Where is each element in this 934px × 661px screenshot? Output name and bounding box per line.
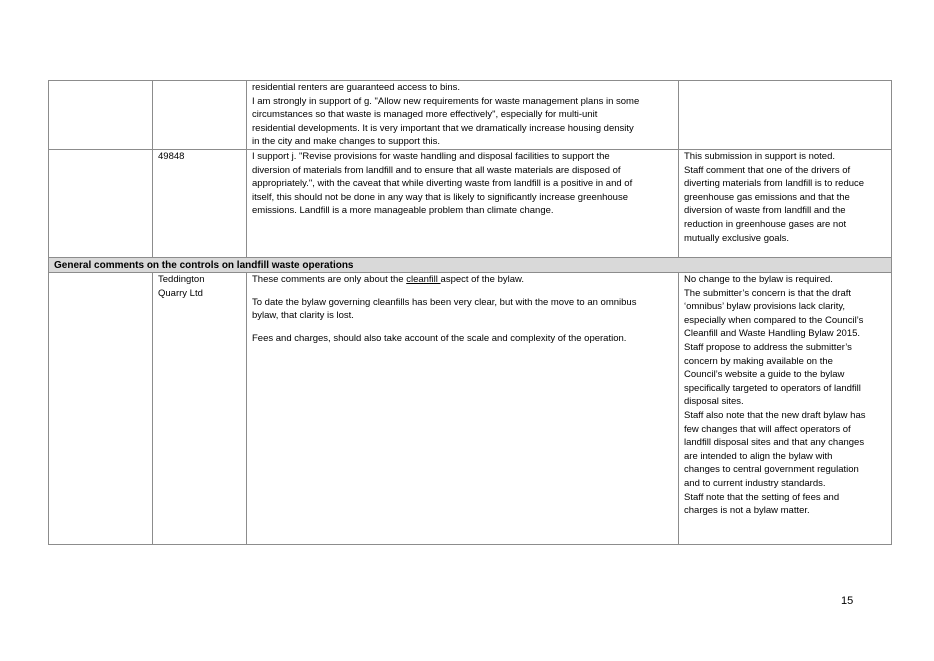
submission-cell <box>247 150 679 258</box>
response-line: landfill disposal sites and that any changes <box>684 437 865 449</box>
response-line: Cleanfill and Waste Handling Bylaw 2015. <box>684 328 861 340</box>
text-line: To date the bylaw governing cleanfills has been very clear, but with the move to an omnibus <box>252 296 637 308</box>
submission-paragraph: Fees and charges, should also take account of the scale and complexity of the operation. <box>252 332 627 344</box>
response-line: are intended to align the bylaw with <box>684 450 833 462</box>
text-line: bylaw, that clarity is lost. <box>252 310 354 322</box>
text-line: I support j. "Revise provisions for waste handling and disposal facilities to support the <box>252 151 610 162</box>
submission-paragraph <box>252 273 673 287</box>
section-heading: General comments on the controls on landfill waste operations <box>49 258 892 273</box>
response-line: specifically targeted to operators of landfill <box>684 382 861 394</box>
submitter-cell <box>153 273 247 545</box>
response-line: Staff comment that one of the drivers of <box>684 164 851 176</box>
text-line: diversion of materials from landfill and to ensure that all waste materials are disposed of <box>252 164 621 176</box>
response-line: The submitter’s concern is that the draft <box>684 287 852 299</box>
submission-cell <box>247 273 679 545</box>
submitter-name-line: Quarry Ltd <box>158 287 203 299</box>
topic-cell <box>49 273 153 545</box>
text-line: emissions. Landfill is a more manageable problem than climate change. <box>252 205 554 217</box>
response-line: diverting materials from landfill is to reduce <box>684 178 865 190</box>
underlined-term: cleanfill <box>406 274 441 285</box>
text-line: in the city and make changes to support this. <box>252 136 440 148</box>
text-line: itself, this should not be done in any way that is likely to significantly increase greenhouse <box>252 191 628 203</box>
submitter-name-line: Teddington <box>158 274 205 285</box>
response-line: Staff note that the setting of fees and <box>684 491 840 503</box>
table-row <box>49 150 892 258</box>
text-line: I am strongly in support of g. "Allow new requirements for waste management plans in some <box>252 95 640 107</box>
submission-cell <box>247 81 679 150</box>
response-line: disposal sites. <box>684 396 744 408</box>
topic-cell <box>49 150 153 258</box>
table-row <box>49 81 892 150</box>
section-header-row <box>49 258 892 273</box>
response-line: reduction in greenhouse gases are not <box>684 218 847 230</box>
topic-cell <box>49 81 153 150</box>
text-line: residential renters are guaranteed access to bins. <box>252 82 461 93</box>
response-line: diversion of waste from landfill and the <box>684 205 846 217</box>
response-line: greenhouse gas emissions and that the <box>684 191 850 203</box>
table-row <box>49 273 892 545</box>
response-line: No change to the bylaw is required. <box>684 274 833 285</box>
response-line: concern by making available on the <box>684 355 833 367</box>
response-line: This submission in support is noted. <box>684 151 836 162</box>
response-line: mutually exclusive goals. <box>684 232 790 244</box>
response-line: charges is not a bylaw matter. <box>684 505 810 517</box>
response-cell <box>679 273 892 545</box>
text-span: These comments are only about the <box>252 274 407 285</box>
response-line: Council’s website a guide to the bylaw <box>684 369 845 381</box>
response-line: changes to central government regulation <box>684 464 859 476</box>
submitter-cell <box>153 81 247 150</box>
response-cell <box>679 81 892 150</box>
response-line: ‘omnibus’ bylaw provisions lack clarity, <box>684 301 846 313</box>
submissions-table <box>48 80 892 545</box>
response-line: Staff propose to address the submitter’s <box>684 341 852 353</box>
page-number: 15 <box>841 595 854 607</box>
response-line: few changes that will affect operators of <box>684 423 851 435</box>
response-line: especially when compared to the Council’s <box>684 314 864 326</box>
text-line: residential developments. It is very important that we dramatically increase housing density <box>252 122 634 134</box>
text-line: circumstances so that waste is managed more effectively", especially for multi-unit <box>252 109 598 121</box>
response-cell <box>679 150 892 258</box>
text-span: aspect of the bylaw. <box>440 274 524 285</box>
response-line: Staff also note that the new draft bylaw has <box>684 409 866 421</box>
response-line: and to current industry standards. <box>684 477 826 489</box>
submitter-id: 49848 <box>158 151 185 162</box>
submitter-cell <box>153 150 247 258</box>
text-line: appropriately.", with the caveat that while diverting waste from landfill is a positive in and of <box>252 178 633 190</box>
